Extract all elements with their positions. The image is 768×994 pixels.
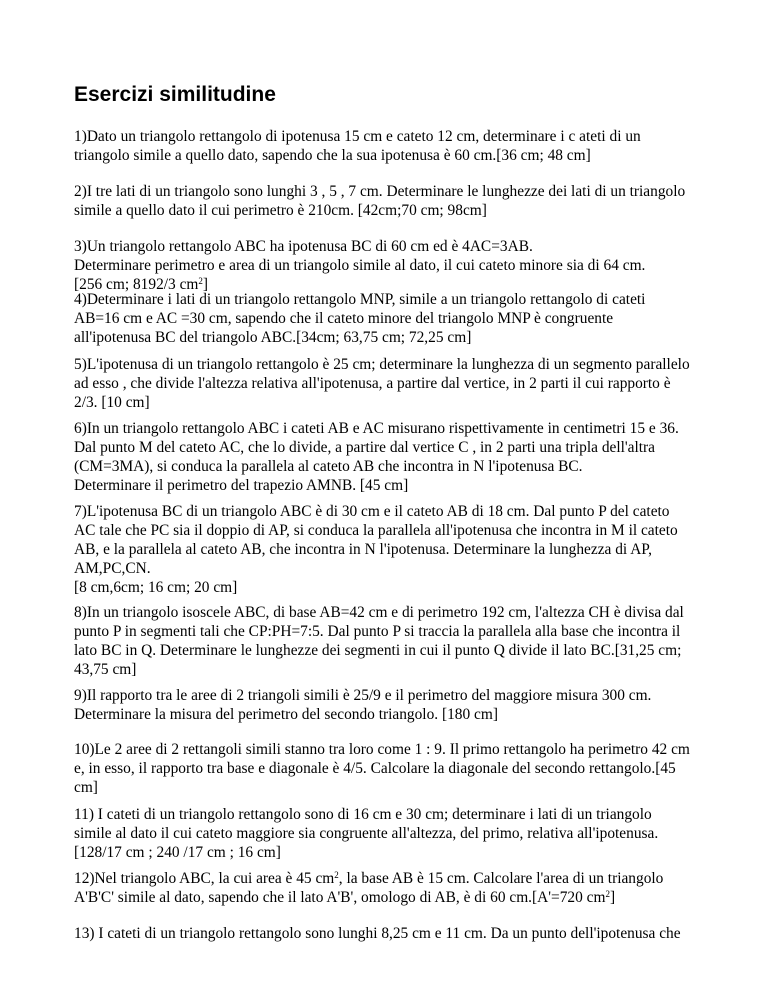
exercise-12 (74, 869, 704, 907)
exercise-line: simile a quello dato il cui perimetro è 210cm. [42cm;70 cm; 98cm] (74, 202, 487, 219)
exercise-line: Determinare la misura del perimetro del secondo triangolo. [180 cm] (74, 706, 498, 723)
line-text: , la base AB è 15 cm. Calcolare l'area di un triangolo (338, 870, 664, 887)
exercise-line: cm] (74, 779, 98, 796)
exercise-line: 2)I tre lati di un triangolo sono lunghi 3 , 5 , 7 cm. Determinare le lunghezze dei lati di un triangolo (74, 183, 686, 200)
exercise-10 (74, 740, 704, 797)
exercise-line: 11) I cateti di un triangolo rettangolo sono di 16 cm e 30 cm; determinare i lati di un triangolo (74, 806, 652, 823)
exercise-8 (74, 603, 704, 679)
exponent: 2 (334, 870, 339, 880)
exercise-line: [128/17 cm ; 240 /17 cm ; 16 cm] (74, 844, 281, 861)
answer-text: [256 cm; 8192/3 cm (74, 276, 199, 293)
exercise-line (74, 869, 704, 888)
exercise-line: [8 cm,6cm; 16 cm; 20 cm] (74, 579, 238, 596)
exercise-line: AB, e la parallela al cateto AB, che incontra in N l'ipotenusa. Determinare la lunghezza di AP, (74, 541, 653, 558)
exercise-11 (74, 805, 704, 862)
exercise-line: triangolo simile a quello dato, sapendo che la sua ipotenusa è 60 cm.[36 cm; 48 cm] (74, 147, 591, 164)
exercise-4 (74, 290, 704, 347)
exercise-line: 8)In un triangolo isoscele ABC, di base AB=42 cm e di perimetro 192 cm, l'altezza CH è divisa dal (74, 604, 684, 621)
exercise-line: simile al dato il cui cateto maggiore sia congruente all'altezza, del primo, relativa all'ipotenusa. (74, 825, 659, 842)
exercise-line: Determinare perimetro e area di un triangolo simile al dato, il cui cateto minore sia di 64 cm. (74, 257, 646, 274)
exponent: 2 (198, 276, 203, 286)
exercise-line: 4)Determinare i lati di un triangolo rettangolo MNP, simile a un triangolo rettangolo di cateti (74, 291, 646, 308)
exercise-line: 5)L'ipotenusa di un triangolo rettangolo è 25 cm; determinare la lunghezza di un segmento parallelo (74, 356, 690, 373)
exercise-line: 2/3. [10 cm] (74, 394, 150, 411)
exercise-line: AB=16 cm e AC =30 cm, sapendo che il cateto minore del triangolo MNP è congruente (74, 310, 614, 327)
exercise-5 (74, 355, 704, 412)
exercise-6 (74, 419, 704, 495)
exercise-line: all'ipotenusa BC del triangolo ABC.[34cm; 63,75 cm; 72,25 cm] (74, 329, 472, 346)
exercise-13 (74, 924, 704, 943)
exercise-line: 3)Un triangolo rettangolo ABC ha ipotenusa BC di 60 cm ed è 4AC=3AB. (74, 238, 533, 255)
line-text: A'B'C' simile al dato, sapendo che il lato A'B', omologo di AB, è di 60 cm.[A'=720 cm (74, 889, 606, 906)
exercise-line: AM,PC,CN. (74, 560, 151, 577)
exercise-line: punto P in segmenti tali che CP:PH=7:5. Dal punto P si traccia la parallela alla base che incontra il (74, 623, 681, 640)
exercise-line: 10)Le 2 aree di 2 rettangoli simili stanno tra loro come 1 : 9. Il primo rettangolo ha perimetro 42 cm (74, 741, 690, 758)
exercise-line: 7)L'ipotenusa BC di un triangolo ABC è di 30 cm e il cateto AB di 18 cm. Dal punto P del cateto (74, 503, 670, 520)
exercise-line: 9)Il rapporto tra le aree di 2 triangoli simili è 25/9 e il perimetro del maggiore misura 300 cm. (74, 687, 652, 704)
exercise-1 (74, 127, 704, 165)
exercise-line: 43,75 cm] (74, 661, 137, 678)
exercise-line: (CM=3MA), si conduca la parallela al cateto AB che incontra in N l'ipotenusa BC. (74, 458, 583, 475)
page-title: Esercizi similitudine (74, 83, 276, 106)
exercise-line: 13) I cateti di un triangolo rettangolo sono lunghi 8,25 cm e 11 cm. Da un punto dell'ipotenusa che (74, 925, 681, 942)
exercise-line: e, in esso, il rapporto tra base e diagonale è 4/5. Calcolare la diagonale del secondo rettangolo.[45 (74, 760, 676, 777)
line-text: ] (609, 889, 616, 906)
exercise-9 (74, 686, 704, 724)
exercise-line: ad esso , che divide l'altezza relativa all'ipotenusa, a partire dal vertice, in 2 parti il cui rapporto è (74, 375, 671, 392)
exercise-line: Dal punto M del cateto AC, che lo divide, a partire dal vertice C , in 2 parti una tripla dell'altra (74, 439, 656, 456)
exercise-line: Determinare il perimetro del trapezio AMNB. [45 cm] (74, 477, 409, 494)
exercise-line (74, 888, 704, 907)
exercise-3 (74, 237, 704, 294)
exponent: 2 (605, 889, 610, 899)
exercise-2 (74, 182, 704, 220)
line-text: 12)Nel triangolo ABC, la cui area è 45 cm (74, 870, 335, 887)
exercise-7 (74, 502, 704, 597)
exercise-line: lato BC in Q. Determinare le lunghezze dei segmenti in cui il punto Q divide il lato BC.[31,25 cm; (74, 642, 682, 659)
exercise-line: 1)Dato un triangolo rettangolo di ipotenusa 15 cm e cateto 12 cm, determinare i c ateti di un (74, 128, 641, 145)
answer-text: ] (202, 276, 209, 293)
exercise-line: AC tale che PC sia il doppio di AP, si conduca la parallela all'ipotenusa che incontra in M il cateto (74, 522, 678, 539)
exercise-line: 6)In un triangolo rettangolo ABC i cateti AB e AC misurano rispettivamente in centimetri 15 e 36. (74, 420, 679, 437)
